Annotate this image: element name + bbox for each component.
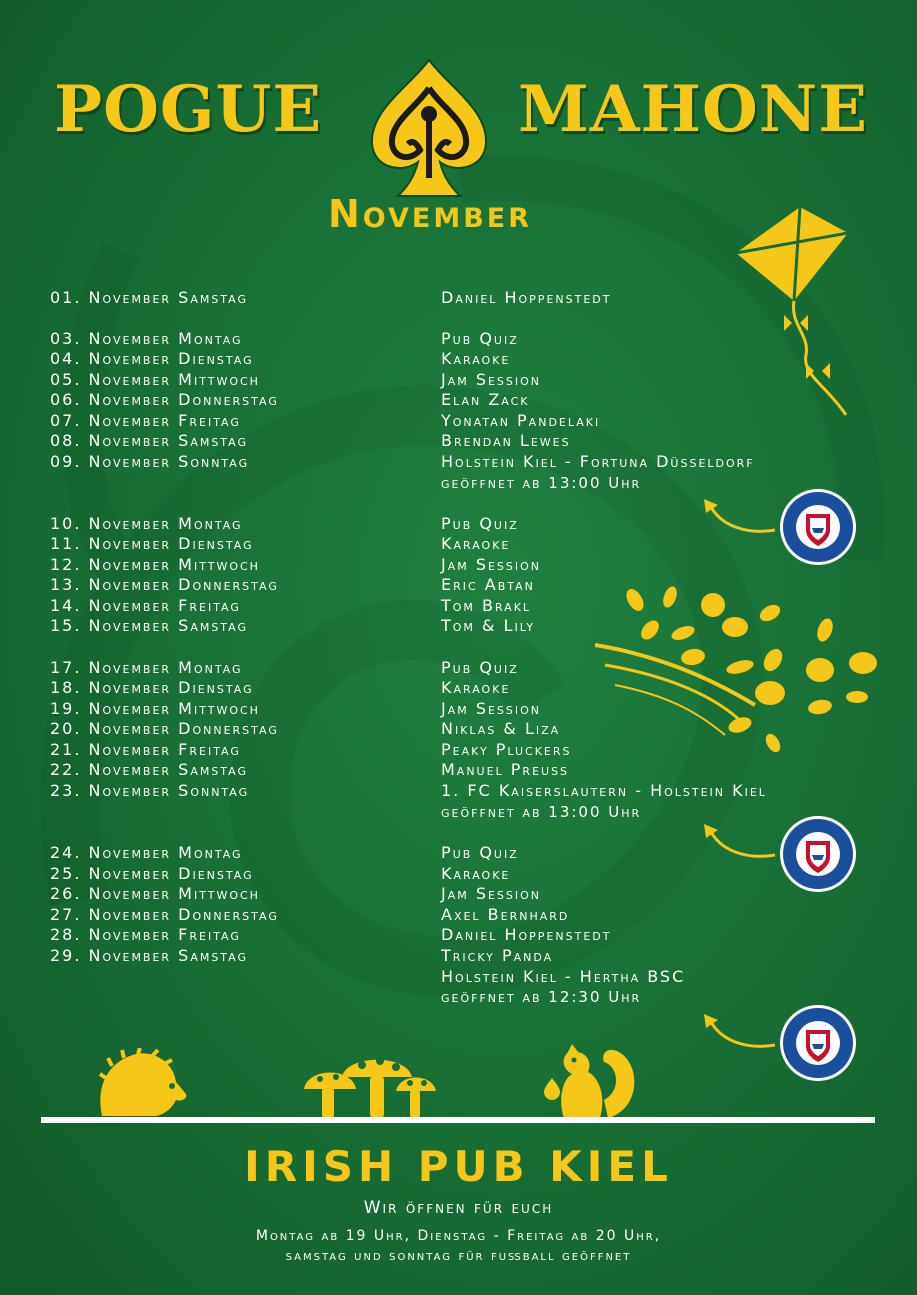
brand-right-word: MAHONE [518, 72, 868, 147]
event-date: 29. November Samstag [50, 946, 249, 965]
event-title: Pub Quiz [441, 658, 519, 677]
event-title: Tom & Lily [441, 616, 536, 635]
event-title: Brendan Lewes [441, 431, 571, 450]
event-title: Jam Session [441, 370, 542, 389]
event-title: Holstein Kiel - Hertha BSC [441, 967, 686, 986]
schedule-row [50, 905, 910, 925]
arrow-icon [700, 1010, 780, 1055]
event-date: 14. November Freitag [50, 596, 241, 615]
event-opening-note: geöffnet ab 13:00 Uhr [441, 803, 642, 821]
event-title: Elan Zack [441, 390, 530, 409]
event-title: Holstein Kiel - Fortuna Düsseldorf [441, 452, 755, 471]
schedule-row [50, 925, 910, 945]
event-title: Jam Session [441, 884, 542, 903]
event-title: Daniel Hoppenstedt [441, 288, 612, 307]
month-title: November [327, 192, 533, 236]
mushrooms-icon [302, 1043, 440, 1120]
event-date: 18. November Dienstag [50, 678, 254, 697]
event-date: 04. November Dienstag [50, 349, 254, 368]
event-title: Jam Session [441, 555, 542, 574]
event-date: 07. November Freitag [50, 411, 241, 430]
event-date: 21. November Freitag [50, 740, 241, 759]
schedule-row [50, 781, 910, 801]
event-title: Karaoke [441, 349, 511, 368]
event-date: 15. November Samstag [50, 616, 249, 635]
spade-icon [368, 58, 490, 198]
brand-logo [0, 30, 917, 170]
holstein-kiel-badge-icon [779, 1004, 857, 1082]
event-title: Eric Abtan [441, 575, 535, 594]
event-date: 22. November Samstag [50, 760, 249, 779]
event-date: 03. November Montag [50, 329, 243, 348]
brand-left-word: POGUE [54, 72, 323, 147]
event-title: Yonatan Pandelaki [441, 411, 601, 430]
event-title: Axel Bernhard [441, 905, 570, 924]
event-date: 11. November Dienstag [50, 534, 254, 553]
event-date: 12. November Mittwoch [50, 555, 260, 574]
event-date: 25. November Dienstag [50, 864, 254, 883]
event-date: 08. November Samstag [50, 431, 249, 450]
event-title: Peaky Pluckers [441, 740, 572, 759]
holstein-kiel-badge-icon [779, 488, 857, 566]
squirrel-icon [538, 1040, 638, 1120]
event-title: Karaoke [441, 678, 511, 697]
opening-hours-line-1: Montag ab 19 Uhr, Dienstag - Freitag ab 20 Uhr, [255, 1228, 662, 1244]
event-title: Niklas & Liza [441, 719, 561, 738]
event-title: Tom Brakl [441, 596, 532, 615]
event-title: Karaoke [441, 534, 511, 553]
event-title: Pub Quiz [441, 329, 519, 348]
event-date: 05. November Mittwoch [50, 370, 260, 389]
event-title: Pub Quiz [441, 843, 519, 862]
event-title: Tricky Panda [441, 946, 554, 965]
kite-icon [730, 205, 855, 420]
event-title: Manuel Preuss [441, 760, 570, 779]
event-date: 17. November Montag [50, 658, 243, 677]
event-title: Daniel Hoppenstedt [441, 925, 612, 944]
schedule-row [50, 431, 910, 451]
footer-subtitle: Wir öffnen für euch [363, 1198, 554, 1218]
opening-hours-line-2: samstag und sonntag für fußball geöffnet [285, 1248, 632, 1264]
event-date: 09. November Sonntag [50, 452, 250, 471]
event-date: 26. November Mittwoch [50, 884, 260, 903]
event-date: 10. November Montag [50, 514, 243, 533]
ground-line [41, 1117, 875, 1123]
event-date: 23. November Sonntag [50, 781, 250, 800]
event-title: Pub Quiz [441, 514, 519, 533]
arrow-icon [700, 820, 780, 865]
event-date: 28. November Freitag [50, 925, 241, 944]
holstein-kiel-badge-icon [779, 815, 857, 893]
event-date: 01. November Samstag [50, 288, 249, 307]
schedule-row [50, 452, 910, 472]
event-date: 27. November Donnerstag [50, 905, 279, 924]
event-date: 20. November Donnerstag [50, 719, 279, 738]
event-opening-note: geöffnet ab 12:30 Uhr [441, 988, 642, 1006]
footer-title: IRISH PUB KIEL [244, 1142, 673, 1191]
schedule-row [50, 946, 910, 966]
event-date: 24. November Montag [50, 843, 243, 862]
hedgehog-icon [96, 1048, 188, 1118]
event-date: 13. November Donnerstag [50, 575, 279, 594]
event-title: Karaoke [441, 864, 511, 883]
event-opening-note: geöffnet ab 13:00 Uhr [441, 474, 642, 492]
event-date: 06. November Donnerstag [50, 390, 279, 409]
autumn-leaves-icon [595, 585, 885, 755]
event-title: Jam Session [441, 699, 542, 718]
schedule-row [50, 760, 910, 780]
event-date: 19. November Mittwoch [50, 699, 260, 718]
schedule-row [50, 967, 910, 987]
arrow-icon [700, 495, 780, 540]
event-title: 1. FC Kaiserslautern - Holstein Kiel [441, 781, 767, 800]
